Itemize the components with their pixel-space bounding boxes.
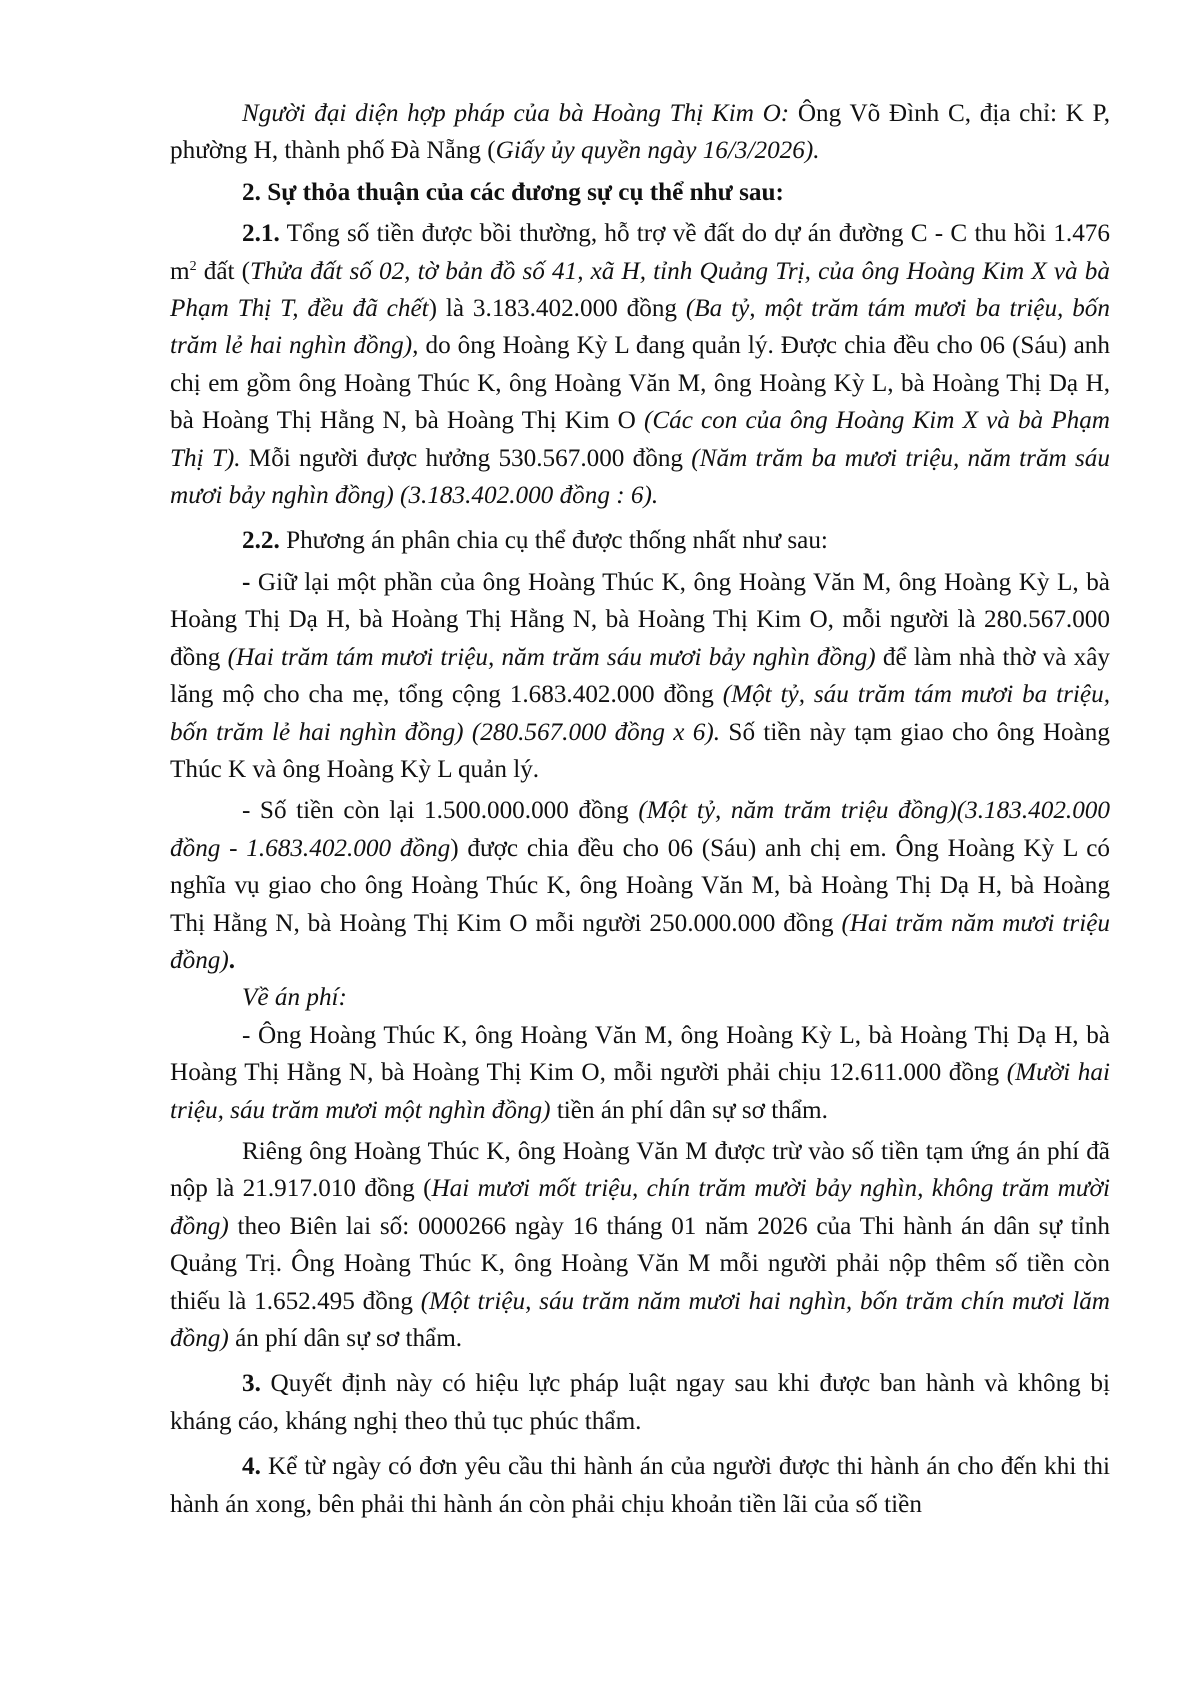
court-fee-heading: Về án phí:	[242, 984, 347, 1012]
squared-superscript: 2	[189, 258, 197, 274]
representative-details: Ông Võ Đình C, địa chỉ: K P, phường H, thành phố Đà Nẵng (	[170, 100, 1110, 165]
share-in-words: (Năm trăm ba mươi triệu, năm trăm sáu mươi bảy nghìn đồng) (3.183.402.000 đồng : 6).	[170, 444, 1110, 510]
section-2-2-number: 2.2.	[242, 527, 280, 555]
fee-deduction-paragraph: Riêng ông Hoàng Thúc K, ông Hoàng Văn M được trừ vào số tiền tạm ứng án phí đã nộp là 21.917.010 đồng (Hai mươi mốt triệu, chín trăm mười bảy nghìn, không trăm mười đồng) theo Biên lai số: 0000266 ngày 16 tháng 01 năm 2026 của Thi hành án dân sự tỉnh Quảng Trị. Ông Hoàng Thúc K, ông Hoàng Văn M mỗi người phải nộp thêm số tiền còn thiếu là 1.652.495 đồng (Một triệu, sáu trăm năm mươi hai nghìn, bốn trăm chín mươi lăm đồng) án phí dân sự sơ thẩm.	[170, 1137, 1111, 1352]
document-page	[170, 95, 1110, 1523]
authorization-date: Giấy ủy quyền ngày 16/3/2026).	[495, 137, 820, 165]
section-2-1-paragraph: 2.1. Tổng số tiền được bồi thường, hỗ trợ về đất do dự án đường C - C thu hồi 1.476 $m^2$ đất (Thửa đất số 02, tờ bản đồ số 41, xã H, tỉnh Quảng Trị, của ông Hoàng Kim X và bà Phạm Thị T, đều đã chết) là 3.183.402.000 đồng (Ba tỷ, một trăm tám mươi ba triệu, bốn trăm lẻ hai nghìn đồng), do ông Hoàng Kỳ L đang quản lý. Được chia đều cho 06 (Sáu) anh chị em gồm ông Hoàng Thúc K, ông Hoàng Văn M, ông Hoàng Kỳ L, bà Hoàng Thị Dạ H, bà Hoàng Thị Hằng N, bà Hoàng Thị Kim O (Các con của ông Hoàng Kim X và bà Phạm Thị T). Mỗi người được hưởng 530.567.000 đồng (Năm trăm ba mươi triệu, năm trăm sáu mươi bảy nghìn đồng) (3.183.402.000 đồng : 6).	[170, 220, 1110, 510]
section-2-2-paragraph: 2.2. Phương án phân chia cụ thể được thống nhất như sau:	[242, 527, 828, 555]
section-3-paragraph: 3. Quyết định này có hiệu lực pháp luật ngay sau khi được ban hành và không bị kháng cáo, kháng nghị theo thủ tục phúc thẩm.	[170, 1370, 1110, 1435]
section-2-heading: 2. Sự thỏa thuận của các đương sự cụ thể như sau:	[242, 178, 784, 206]
representative-label: Người đại diện hợp pháp của bà Hoàng Thị Kim O:	[242, 100, 790, 127]
section-3-number: 3.	[242, 1370, 261, 1398]
children-note: (Các con của ông Hoàng Kim X và bà Phạm Thị T).	[170, 407, 1110, 472]
land-parcel-info: Thửa đất số 02, tờ bản đồ số 41, xã H, tỉnh Quảng Trị, của ông Hoàng Kim X và bà Phạm Thị T, đều đã chết	[170, 257, 1110, 323]
section-2-1-number: 2.1.	[242, 220, 280, 248]
section-4-number: 4.	[242, 1453, 261, 1481]
court-fee-paragraph: - Ông Hoàng Thúc K, ông Hoàng Văn M, ông Hoàng Kỳ L, bà Hoàng Thị Dạ H, bà Hoàng Thị Hằng N, bà Hoàng Thị Kim O, mỗi người phải chịu 12.611.000 đồng (Mười hai triệu, sáu trăm mươi một nghìn đồng) tiền án phí dân sự sơ thẩm.	[170, 1021, 1110, 1124]
remaining-amount-paragraph: - Số tiền còn lại 1.500.000.000 đồng (Một tỷ, năm trăm triệu đồng)(3.183.402.000 đồng - 1.683.402.000 đồng) được chia đều cho 06 (Sáu) anh chị em. Ông Hoàng Kỳ L có nghĩa vụ giao cho ông Hoàng Thúc K, ông Hoàng Văn M, bà Hoàng Thị Dạ H, bà Hoàng Thị Hằng N, bà Hoàng Thị Kim O mỗi người 250.000.000 đồng (Hai trăm năm mươi triệu đồng).	[170, 797, 1110, 974]
amount-in-words: (Ba tỷ, một trăm tám mươi ba triệu, bốn trăm lẻ hai nghìn đồng),	[170, 295, 1110, 360]
retained-portion-paragraph: - Giữ lại một phần của ông Hoàng Thúc K, ông Hoàng Văn M, ông Hoàng Kỳ L, bà Hoàng Thị Dạ H, bà Hoàng Thị Hằng N, bà Hoàng Thị Kim O, mỗi người là 280.567.000 đồng (Hai trăm tám mươi triệu, năm trăm sáu mươi bảy nghìn đồng) để làm nhà thờ và xây lăng mộ cho cha mẹ, tổng cộng 1.683.402.000 đồng (Một tỷ, sáu trăm tám mươi ba triệu, bốn trăm lẻ hai nghìn đồng) (280.567.000 đồng x 6). Số tiền này tạm giao cho ông Hoàng Thúc K và ông Hoàng Kỳ L quản lý.	[170, 568, 1111, 783]
section-4-paragraph: 4. Kể từ ngày có đơn yêu cầu thi hành án của người được thi hành án cho đến khi thi hành án xong, bên phải thi hành án còn phải chịu khoản tiền lãi của số tiền	[170, 1453, 1110, 1518]
legal-representative-paragraph	[170, 95, 1110, 170]
